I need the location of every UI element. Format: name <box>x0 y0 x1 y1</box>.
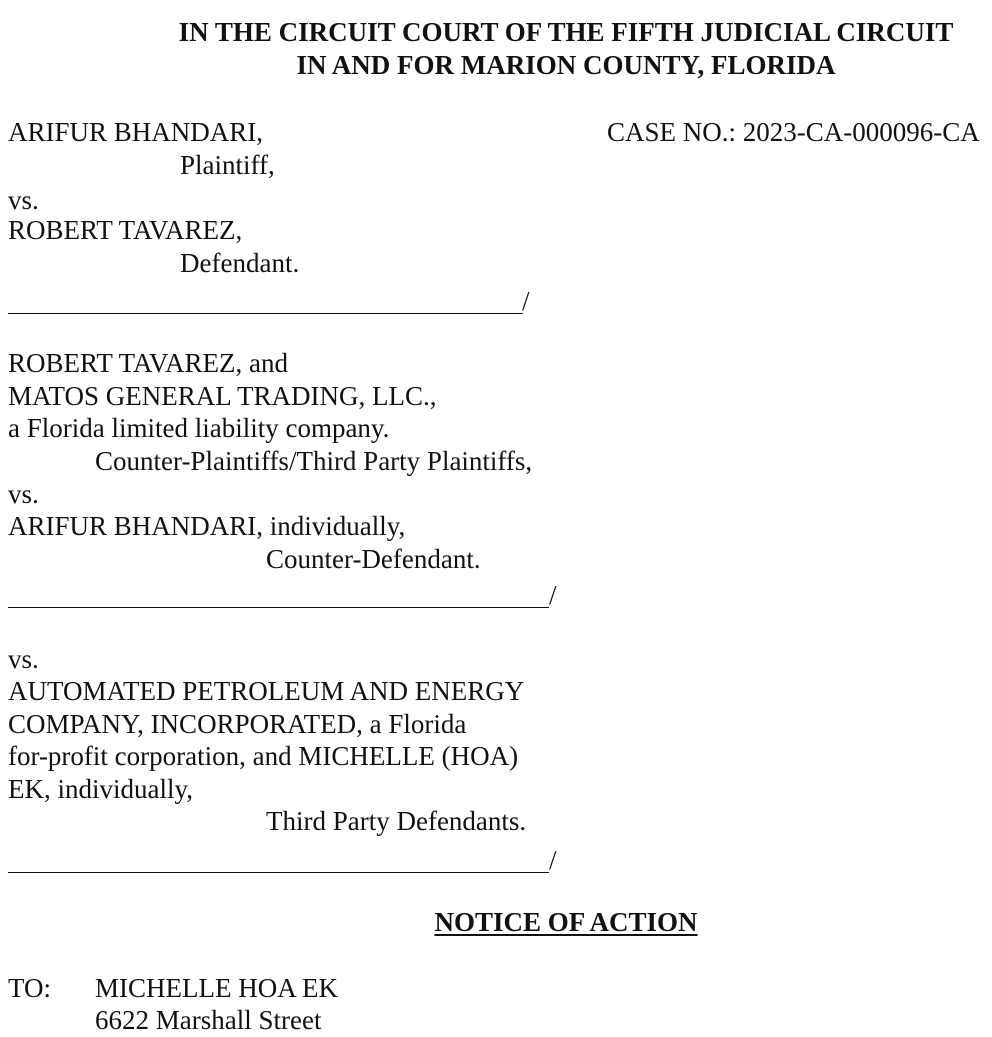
plaintiff-role: Plaintiff, <box>180 150 275 180</box>
to-label: TO: <box>8 973 52 1003</box>
caption-slash-2: / <box>549 580 557 610</box>
plaintiff-name: ARIFUR BHANDARI, <box>8 117 264 147</box>
counter-defendant-role: Counter-Defendant. <box>266 544 481 574</box>
case-number: CASE NO.: 2023-CA-000096-CA <box>607 117 980 147</box>
court-heading-line-2: IN AND FOR MARION COUNTY, FLORIDA <box>296 50 836 80</box>
defendant-name: ROBERT TAVAREZ, <box>8 215 243 245</box>
third-party-defendant-line-2: COMPANY, INCORPORATED, a Florida <box>8 709 467 739</box>
third-party-defendant-line-1: AUTOMATED PETROLEUM AND ENERGY <box>8 676 525 706</box>
counter-plaintiff-line-3: a Florida limited liability company. <box>8 413 390 443</box>
counter-plaintiff-line-2: MATOS GENERAL TRADING, LLC., <box>8 381 437 411</box>
third-party-defendant-line-3: for-profit corporation, and MICHELLE (HOA) <box>8 741 519 771</box>
versus-label-1: vs. <box>8 185 39 215</box>
caption-slash-3: / <box>549 845 557 875</box>
third-party-defendant-role: Third Party Defendants. <box>266 806 527 836</box>
versus-label-3: vs. <box>8 644 39 674</box>
notice-title: NOTICE OF ACTION <box>434 907 698 937</box>
court-heading-line-1: IN THE CIRCUIT COURT OF THE FIFTH JUDICIAL CIRCUIT <box>178 17 954 47</box>
caption-divider-2 <box>8 607 549 608</box>
caption-divider-3 <box>8 872 549 873</box>
caption-divider-1 <box>8 313 523 314</box>
counter-defendant-name: ARIFUR BHANDARI, individually, <box>8 511 406 541</box>
caption-slash-1: / <box>522 286 530 316</box>
counter-plaintiff-role: Counter-Plaintiffs/Third Party Plaintiffs, <box>95 446 533 476</box>
recipient-address: 6622 Marshall Street <box>95 1005 322 1035</box>
counter-plaintiff-line-1: ROBERT TAVAREZ, and <box>8 348 289 378</box>
third-party-defendant-line-4: EK, individually, <box>8 774 193 804</box>
defendant-role: Defendant. <box>180 248 300 278</box>
recipient-name: MICHELLE HOA EK <box>95 973 338 1003</box>
versus-label-2: vs. <box>8 479 39 509</box>
